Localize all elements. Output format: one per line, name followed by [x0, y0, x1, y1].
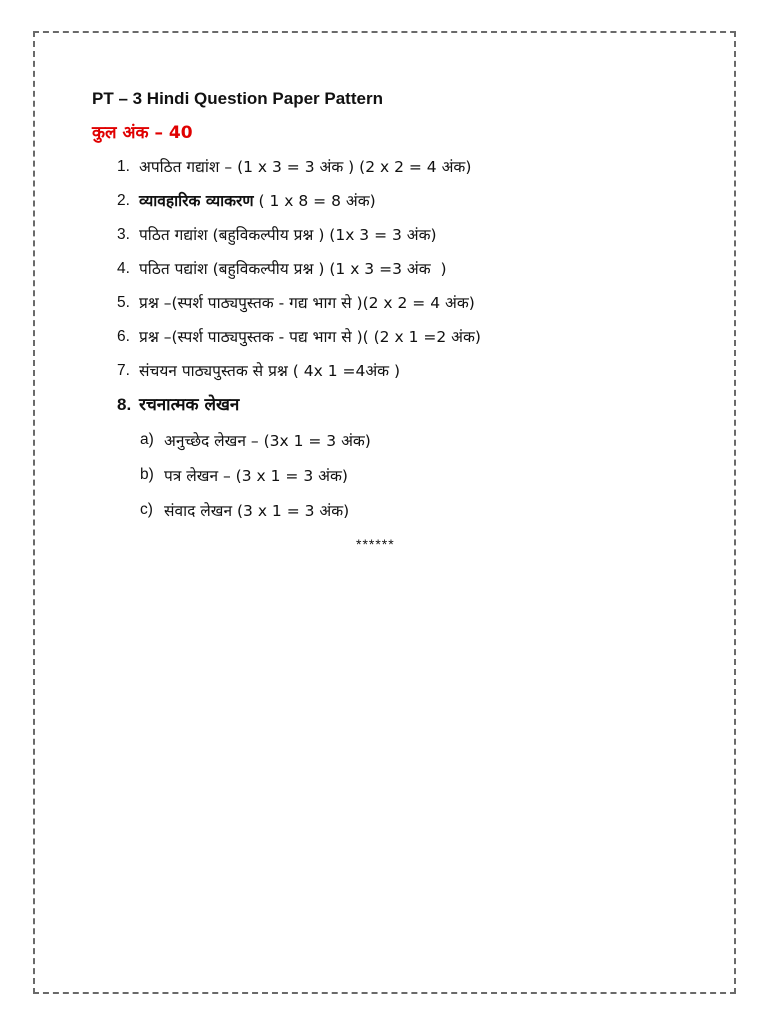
sub-list-item: [92, 422, 712, 457]
sub-item-text: संवाद लेखन (3 x 1 = 3 अंक): [164, 501, 350, 520]
list-item: [92, 150, 712, 184]
item-text: संचयन पाठ्यपुस्तक से प्रश्न ( 4x 1 =4अंक ): [139, 362, 401, 380]
document-title: PT – 3 Hindi Question Paper Pattern: [92, 89, 383, 108]
list-item: [92, 354, 712, 388]
sub-item-label: a): [140, 430, 154, 448]
item-number: 4.: [117, 260, 130, 277]
item-text: ( 1 x 8 = 8 अंक): [253, 192, 376, 210]
item-number: 2.: [117, 192, 130, 209]
sub-list-item: [92, 457, 712, 492]
sub-list-item: [92, 492, 712, 527]
list-item: [92, 286, 712, 320]
item-text: प्रश्न –(स्पर्श पाठ्यपुस्तक - गद्य भाग से )(2 x 2 = 4 अंक): [139, 294, 475, 312]
list-item: [92, 252, 712, 286]
item-text: प्रश्न –(स्पर्श पाठ्यपुस्तक - पद्य भाग से )( (2 x 1 =2 अंक): [139, 328, 481, 346]
item-number: 3.: [117, 226, 130, 243]
item-number: 6.: [117, 328, 130, 345]
item-text: पठित पद्यांश (बहुविकल्पीय प्रश्न ) (1 x 3 =3 अंक ): [139, 260, 447, 278]
sub-item-text: पत्र लेखन – (3 x 1 = 3 अंक): [164, 466, 348, 485]
document-content: [92, 86, 712, 527]
sub-item-text: अनुच्छेद लेखन – (3x 1 = 3 अंक): [164, 431, 371, 450]
list-item: [92, 218, 712, 252]
question-list: [92, 150, 712, 422]
sub-item-label: c): [140, 500, 153, 518]
sub-question-list: [92, 422, 712, 527]
list-item: [92, 184, 712, 218]
item-text: अपठित गद्यांश – (1 x 3 = 3 अंक ) (2 x 2 = 4 अंक): [139, 158, 472, 176]
item-number: 5.: [117, 294, 130, 311]
item-text: पठित गद्यांश (बहुविकल्पीय प्रश्न ) (1x 3 = 3 अंक): [139, 226, 437, 244]
item-number: 8.: [117, 395, 132, 414]
sub-item-label: b): [140, 465, 154, 483]
end-mark: ******: [356, 536, 395, 552]
item-bold-text: व्यावहारिक व्याकरण: [139, 192, 254, 210]
list-item-heading: [92, 388, 712, 422]
total-marks: कुल अंक – 40: [92, 123, 193, 143]
item-number: 1.: [117, 158, 130, 175]
list-item: [92, 320, 712, 354]
item-text: रचनात्मक लेखन: [139, 395, 240, 415]
item-number: 7.: [117, 362, 130, 379]
